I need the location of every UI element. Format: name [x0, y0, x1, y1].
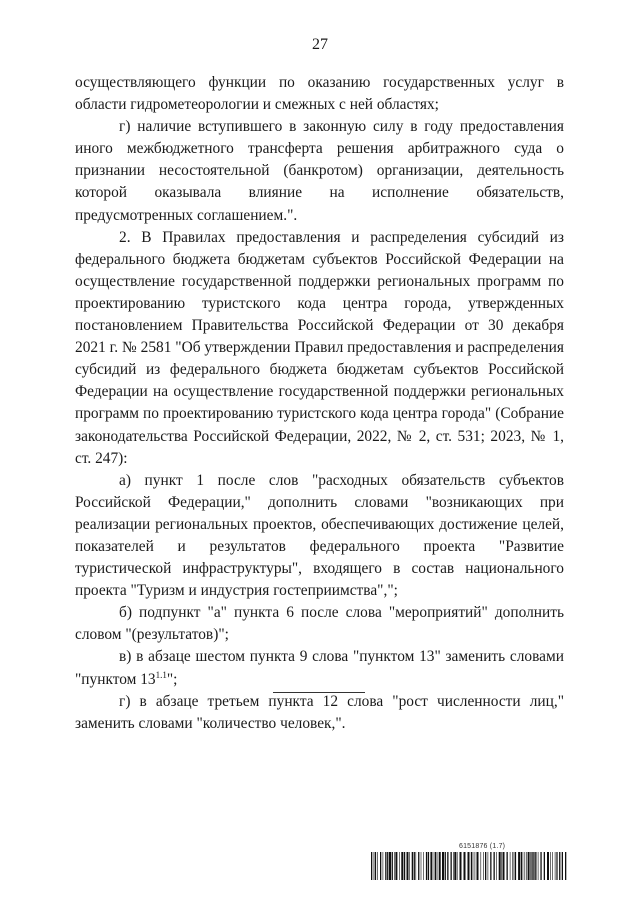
paragraph: а) пункт 1 после слов "расходных обязательств субъектов Российской Федерации," дополнить словами "возникающих при реализации региональных проектов, обеспечивающих достижение целей, показателей и результатов федерального проекта "Развитие туристической инфраструктуры", входящего в состав национального проекта "Туризм и индустрия гостеприимства",";	[75, 471, 564, 600]
paragraph: б) подпункт "а" пункта 6 после слова "мероприятий" дополнить словом "(результатов)";	[75, 604, 564, 644]
paragraph: 2. В Правилах предоставления и распределения субсидий из федерального бюджета бюджетам субъектов Российской Федерации на осуществление государственной поддержки региональных программ по проектированию туристского кода центра города, утвержденных постановлением Правительства Российской Федерации от 30 декабря 2021 г. № 2581 "Об утверждении Правил предоставления и распределения субсидий из федерального бюджета бюджетам субъектов Российской Федерации на осуществление государственной поддержки региональных программ по проектированию туристского кода центра города" (Собрание законодательства Российской Федерации, 2022, № 2, ст. 531; 2023, № 1, ст. 247):	[75, 228, 564, 467]
paragraph-text: ";	[166, 670, 178, 688]
document-body	[75, 72, 564, 735]
superscript: 1.1	[155, 669, 167, 680]
document-code: 6151876 (1.7)	[459, 843, 506, 850]
paragraph: г) наличие вступившего в законную силу в году предоставления иного межбюджетного трансферта решения арбитражного суда о признании несостоятельной (банкротом) организации, деятельность которой оказывала влияние на исполнение обязательств, предусмотренных соглашением.".	[75, 118, 564, 224]
barcode	[371, 852, 567, 880]
page-number: 27	[312, 36, 328, 53]
paragraph	[75, 646, 564, 690]
paragraph: г) в абзаце третьем пункта 12 слова "рост численности лиц," заменить словами "количество человек,".	[75, 692, 564, 732]
paragraph: осуществляющего функции по оказанию государственных услуг в области гидрометеорологии и смежных с ней областях;	[75, 74, 564, 114]
paragraph-text: в) в абзаце шестом пункта 9 слова "пунктом 13" заменить словами "пунктом 13	[75, 648, 564, 688]
separator-line	[273, 692, 365, 693]
